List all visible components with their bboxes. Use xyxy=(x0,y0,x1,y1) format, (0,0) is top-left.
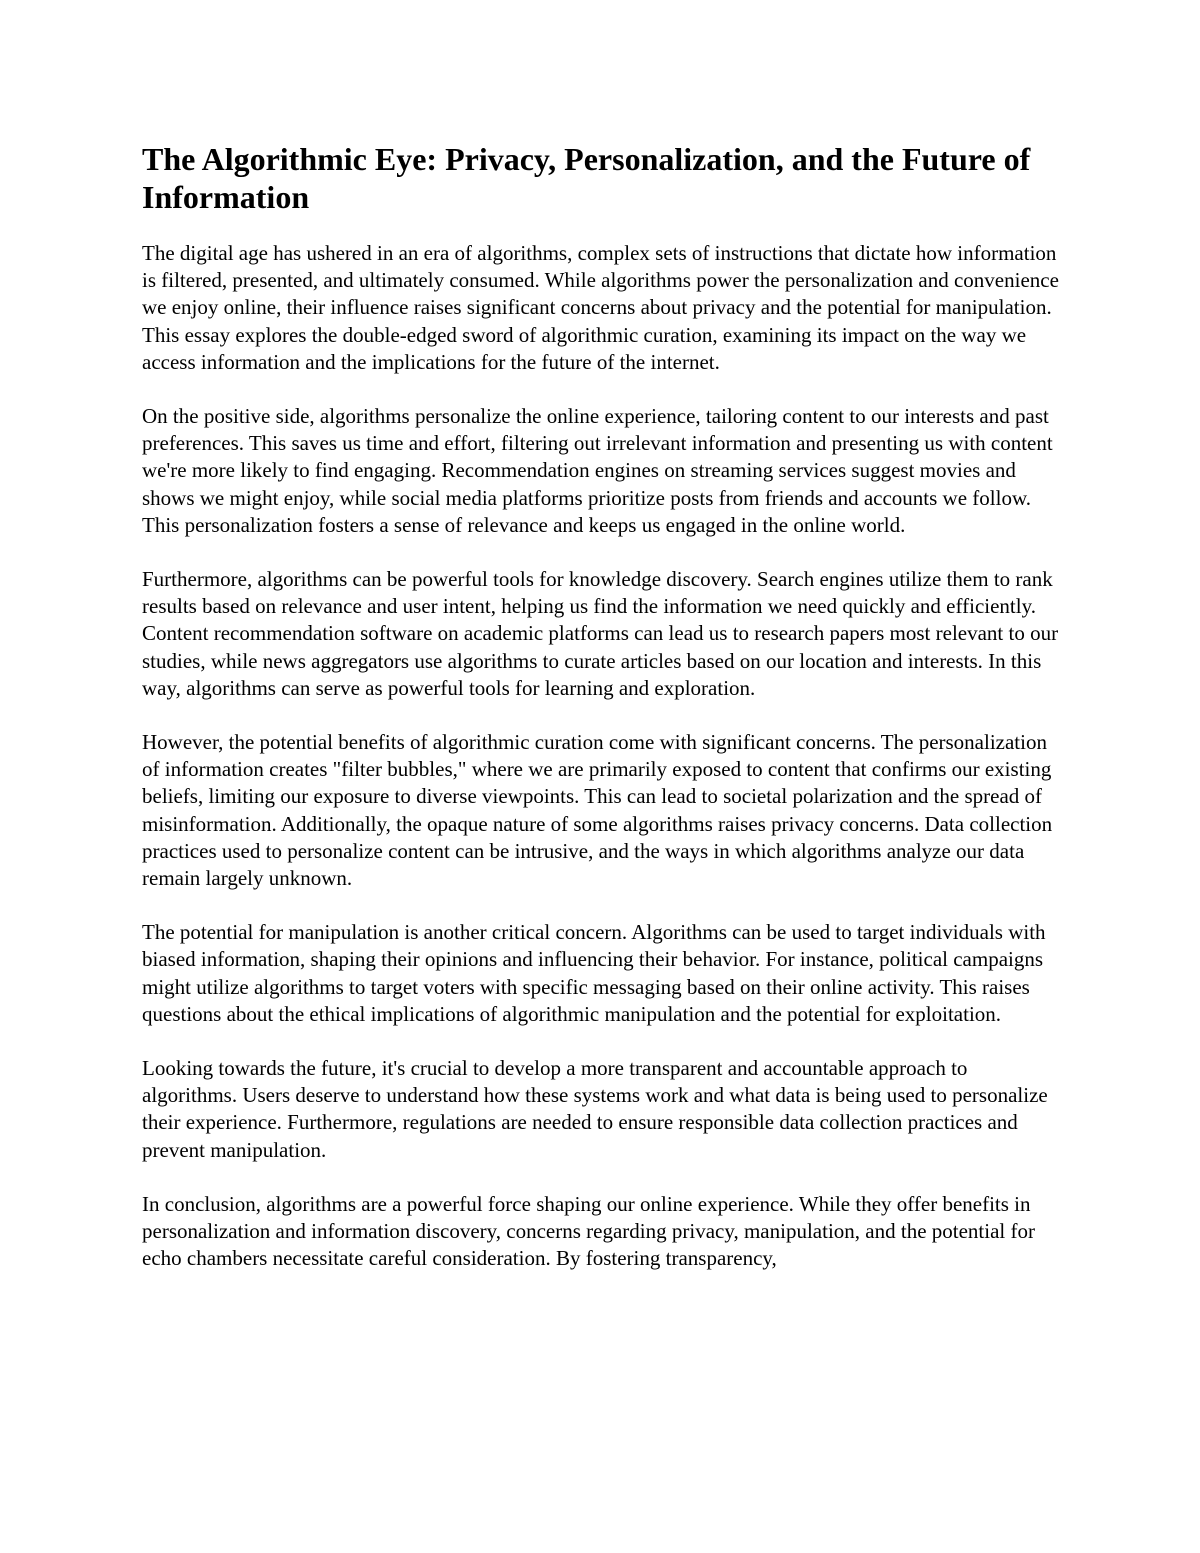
paragraph-concerns: However, the potential benefits of algorithmic curation come with significant concerns. The personalization of information creates "filter bubbles," where we are primarily exposed to content that confirms our existing beliefs, limiting our exposure to diverse viewpoints. This can lead to societal polarization and the spread of misinformation. Additionally, the opaque nature of some algorithms raises privacy concerns. Data collection practices used to personalize content can be intrusive, and the ways in which algorithms analyze our data remain largely unknown. xyxy=(142,730,1053,891)
paragraph-manipulation: The potential for manipulation is another critical concern. Algorithms can be used to target individuals with biased information, shaping their opinions and influencing their behavior. For instance, political campaigns might utilize algorithms to target voters with specific messaging based on their online activity. This raises questions about the ethical implications of algorithmic manipulation and the potential for exploitation. xyxy=(142,920,1046,1026)
paragraph-future: Looking towards the future, it's crucial to develop a more transparent and accountable approach to algorithms. Users deserve to understand how these systems work and what data is being used to personalize their experience. Furthermore, regulations are needed to ensure responsible data collection practices and prevent manipulation. xyxy=(142,1056,1048,1162)
paragraph-intro: The digital age has ushered in an era of algorithms, complex sets of instructions that dictate how information is filtered, presented, and ultimately consumed. While algorithms power the personalization and convenience we enjoy online, their influence raises significant concerns about privacy and the potential for manipulation. This essay explores the double-edged sword of algorithmic curation, examining its impact on the way we access information and the implications for the future of the internet. xyxy=(142,241,1059,374)
paragraph-conclusion: In conclusion, algorithms are a powerful force shaping our online experience. While they offer benefits in personalization and information discovery, concerns regarding privacy, manipulation, and the potential for echo chambers necessitate careful consideration. By fostering transparency, xyxy=(142,1191,1035,1271)
paragraph-knowledge-discovery: Furthermore, algorithms can be powerful tools for knowledge discovery. Search engines utilize them to rank results based on relevance and user intent, helping us find the information we need quickly and efficiently. Content recommendation software on academic platforms can lead us to research papers most relevant to our studies, while news aggregators use algorithms to curate articles based on our location and interests. In this way, algorithms can serve as powerful tools for learning and exploration. xyxy=(142,567,1059,700)
paragraph-positive-side: On the positive side, algorithms personalize the online experience, tailoring content to our interests and past preferences. This saves us time and effort, filtering out irrelevant information and presenting us with content we're more likely to find engaging. Recommendation engines on streaming services suggest movies and shows we might enjoy, while social media platforms prioritize posts from friends and accounts we follow. This personalization fosters a sense of relevance and keeps us engaged in the online world. xyxy=(142,404,1053,537)
document-body xyxy=(142,140,1067,1300)
document-title: The Algorithmic Eye: Privacy, Personalization, and the Future of Information xyxy=(142,141,1031,215)
